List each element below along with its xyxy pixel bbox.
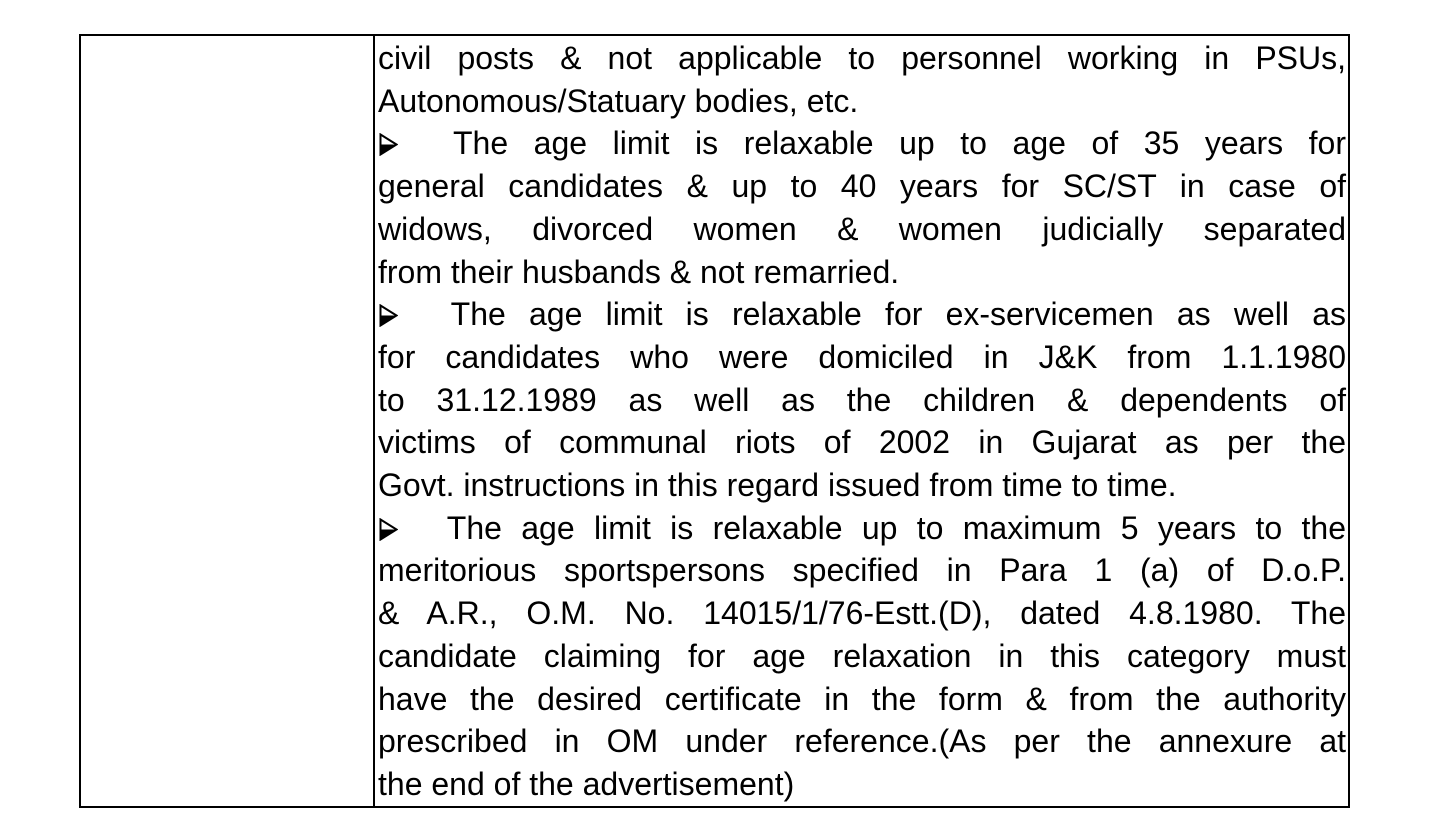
left-label-cell xyxy=(81,36,375,806)
arrow-bullet-svg xyxy=(379,133,398,156)
text-line: civil posts & not applicable to personnel working in PSUs, xyxy=(378,40,1346,76)
text-line: & A.R., O.M. No. 14015/1/76-Estt.(D), dated 4.8.1980. The xyxy=(378,595,1346,632)
text-line: meritorious sportspersons specified in Para 1 (a) of D.o.P. xyxy=(378,552,1346,589)
line-text: The age limit is relaxable up to age of 35 years for xyxy=(452,125,1347,162)
text-line: prescribed in OM under reference.(As per the annexure at xyxy=(378,723,1346,760)
arrow-bullet-icon xyxy=(379,518,398,541)
text-line: candidate claiming for age relaxation in this category must xyxy=(378,637,1346,674)
text-line: Govt. instructions in this regard issued from time to time. xyxy=(378,467,1177,504)
text-line: from their husbands & not remarried. xyxy=(378,253,900,290)
text-line: for candidates who were domiciled in J&K from 1.1.1980 xyxy=(378,338,1346,375)
text-line xyxy=(378,293,1346,336)
text-line xyxy=(378,122,1346,165)
line-text: The age limit is relaxable for ex-servicemen as well as xyxy=(450,296,1347,333)
arrow-bullet-icon xyxy=(379,133,398,156)
arrow-bullet-svg xyxy=(379,304,398,327)
text-line: the end of the advertisement) xyxy=(378,765,795,802)
age-relaxation-details-cell xyxy=(375,36,1348,806)
text-line: have the desired certificate in the form & from the authority xyxy=(378,680,1346,717)
line-text: The age limit is relaxable up to maximum 5 years to the xyxy=(446,509,1347,546)
arrow-bullet-svg xyxy=(379,518,398,541)
text-line: victims of communal riots of 2002 in Gujarat as per the xyxy=(378,424,1346,461)
text-line xyxy=(378,507,1346,550)
text-line: widows, divorced women & women judicially separated xyxy=(378,210,1346,247)
text-line: general candidates & up to 40 years for SC/ST in case of xyxy=(378,168,1346,205)
arrow-bullet-icon xyxy=(379,304,398,327)
text-line: Autonomous/Statuary bodies, etc. xyxy=(378,82,859,119)
text-line: to 31.12.1989 as well as the children & dependents of xyxy=(378,381,1346,418)
age-relaxation-table xyxy=(79,34,1350,808)
